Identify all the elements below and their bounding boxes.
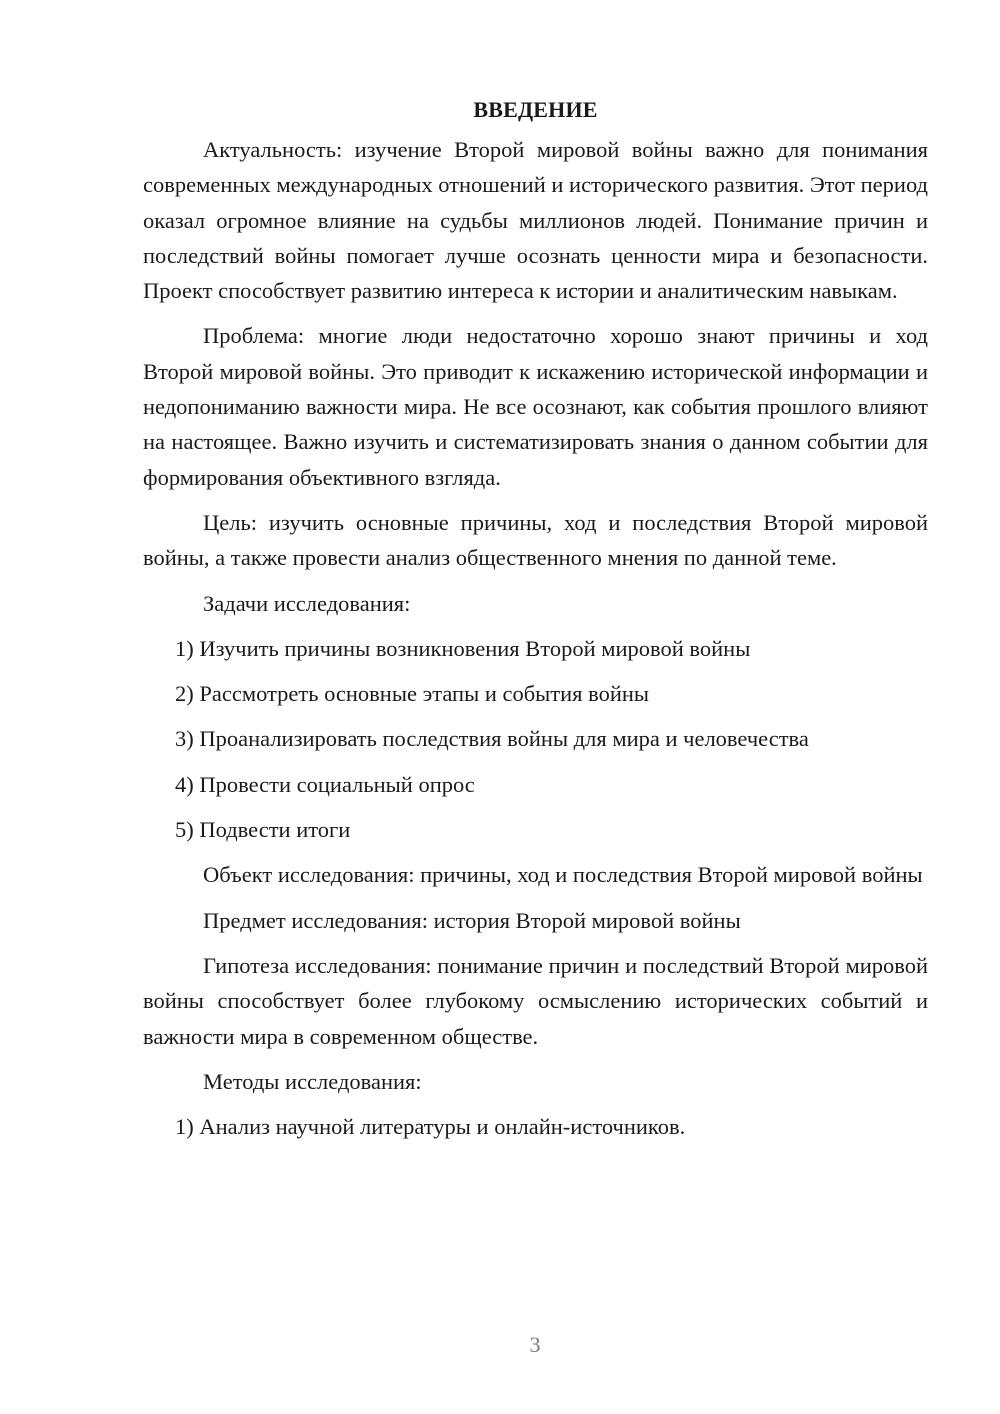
relevance-paragraph: Актуальность: изучение Второй мировой войны важно для понимания современных международных отношений и исторического развития. Этот период оказал огромное влияние на судьбы миллионов людей. Понимание причин и последствий войны помогает лучше осознать ценности мира и безопасности. Проект способствует развитию интереса к истории и аналитическим навыкам. xyxy=(143,137,928,304)
hypothesis-paragraph: Гипотеза исследования: понимание причин и последствий Второй мировой войны способствует более глубокому осмыслению исторических событий и важности мира в современном обществе. xyxy=(143,952,928,1049)
task-item: 4) Провести социальный опрос xyxy=(175,771,475,797)
goal-paragraph: Цель: изучить основные причины, ход и последствия Второй мировой войны, а также провести анализ общественного мнения по данной теме. xyxy=(143,509,928,571)
subject-paragraph: Предмет исследования: история Второй мировой войны xyxy=(203,907,741,933)
task-item: 5) Подвести итоги xyxy=(175,817,351,843)
task-item: 1) Изучить причины возникновения Второй мировой войны xyxy=(175,635,751,661)
object-paragraph: Объект исследования: причины, ход и последствия Второй мировой войны xyxy=(203,862,923,888)
task-item: 3) Проанализировать последствия войны для мира и человечества xyxy=(175,726,809,752)
method-item: 1) Анализ научной литературы и онлайн-источников. xyxy=(175,1114,686,1140)
task-item: 2) Рассмотреть основные этапы и события войны xyxy=(175,681,650,707)
tasks-title: Задачи исследования: xyxy=(203,590,411,616)
problem-paragraph: Проблема: многие люди недостаточно хорошо знают причины и ход Второй мировой войны. Это приводит к искажению исторической информации и недопониманию важности мира. Не все осознают, как события прошлого влияют на настоящее. Важно изучить и систематизировать знания о данном событии для формирования объективного взгляда. xyxy=(143,323,928,490)
section-heading: ВВЕДЕНИЕ xyxy=(473,97,598,122)
document-page xyxy=(143,92,928,1154)
page-number: 3 xyxy=(529,1332,541,1357)
methods-title: Методы исследования: xyxy=(203,1068,422,1094)
